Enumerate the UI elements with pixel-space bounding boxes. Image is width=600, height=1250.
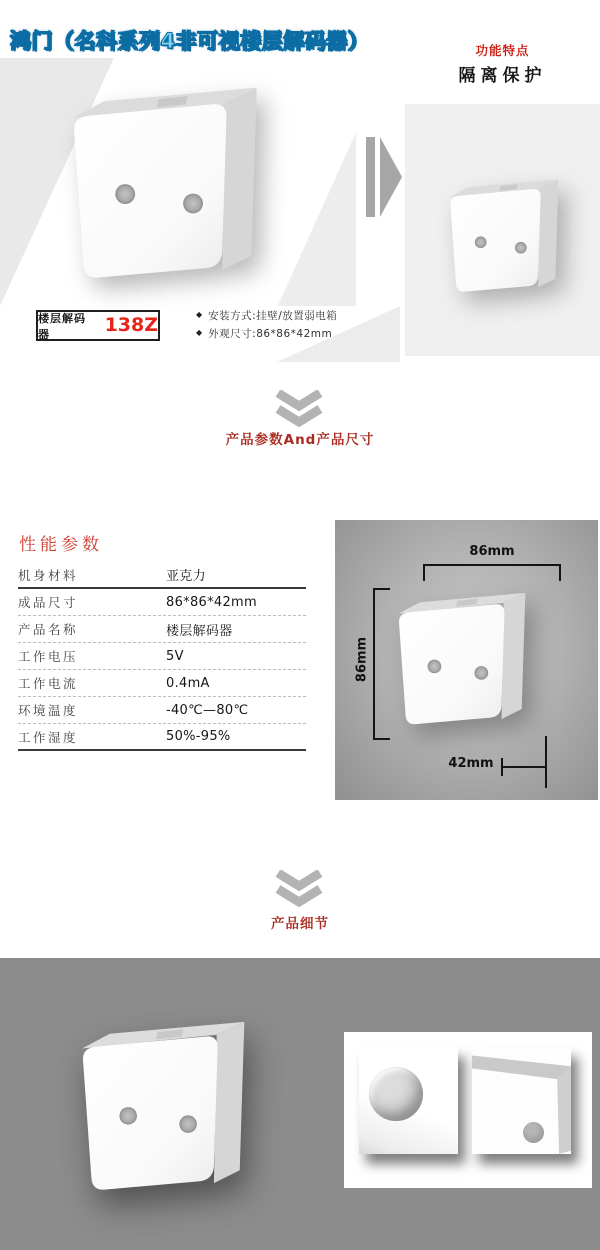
section-title-params: 产品参数And产品尺寸	[225, 432, 375, 448]
dim-bottom-tick-right	[545, 736, 547, 788]
closeup-corner-photo	[472, 1047, 571, 1154]
specs-title: 性能参数	[19, 535, 103, 555]
spec-value: 86*86*42mm	[166, 594, 257, 610]
table-row	[18, 643, 306, 670]
corner-top-edge	[472, 1047, 571, 1154]
spec-table	[18, 562, 306, 751]
model-label-box	[36, 310, 160, 341]
dimension-product-photo	[381, 582, 547, 737]
spec-label: 产品名称	[18, 622, 79, 637]
hero-bullet-list	[196, 306, 337, 342]
dim-width-label: 86mm	[469, 544, 515, 559]
dim-left-tick-bottom	[373, 738, 390, 740]
dimension-figure	[335, 520, 598, 800]
table-row	[18, 724, 306, 751]
table-row	[18, 616, 306, 643]
spec-value: 50%-95%	[166, 729, 231, 744]
feature-photo-area	[405, 104, 600, 356]
model-code: 138Z	[104, 314, 158, 336]
table-row	[18, 670, 306, 697]
table-row	[18, 697, 306, 724]
dim-bottom-tick-left	[501, 758, 503, 776]
diamond-bullet-icon: ◆	[196, 328, 203, 337]
dim-height-label: 86mm	[354, 636, 370, 683]
spec-label: 工作电流	[18, 676, 79, 691]
table-row	[18, 589, 306, 616]
features-item: 隔离保护	[458, 66, 547, 86]
spec-value: -40℃—80℃	[166, 702, 249, 718]
dim-bottom-line	[501, 766, 547, 768]
features-heading: 功能特点	[475, 43, 530, 58]
product-photo-main	[48, 72, 288, 296]
spec-value: 亚克力	[166, 569, 206, 584]
dim-top-line	[423, 564, 561, 566]
double-chevron-down-icon	[275, 870, 323, 907]
spec-value: 0.4mA	[166, 675, 210, 691]
bullet-text-install: 安装方式:挂壁/放置弱电箱	[208, 309, 338, 322]
screw-hole-detail	[369, 1067, 423, 1121]
bullet-item	[196, 306, 337, 324]
forward-arrow-icon	[366, 137, 402, 217]
spec-label: 机身材料	[18, 567, 79, 583]
model-product-name: 楼层解码器	[38, 311, 86, 341]
dim-top-tick-right	[559, 564, 561, 581]
table-row	[18, 562, 306, 589]
closeup-hole-photo	[359, 1047, 458, 1154]
double-chevron-down-icon	[275, 390, 323, 427]
dim-depth-label: 42mm	[448, 756, 494, 771]
dim-left-tick-top	[373, 588, 390, 590]
spec-label: 成品尺寸	[18, 595, 79, 610]
bullet-item	[196, 324, 337, 342]
product-details-band	[0, 958, 600, 1250]
detail-closeup-panel	[344, 1032, 592, 1188]
bullet-text-size: 外观尺寸:86*86*42mm	[208, 327, 333, 340]
spec-label: 工作电压	[18, 649, 79, 664]
diamond-bullet-icon: ◆	[196, 310, 203, 319]
detail-product-photo	[60, 1008, 272, 1206]
spec-value: 5V	[166, 648, 184, 664]
screw-hole-small	[523, 1122, 544, 1143]
product-photo-small	[435, 170, 577, 303]
section-title-details: 产品细节	[271, 916, 329, 932]
spec-label: 环境温度	[18, 703, 79, 718]
page-title: 鸿门（名科系列4非可视楼层解码器）	[10, 29, 370, 53]
spec-label: 工作湿度	[18, 729, 79, 745]
hero-photo-area	[0, 58, 356, 306]
spec-value: 楼层解码器	[166, 623, 233, 639]
dim-top-tick-left	[423, 564, 425, 581]
dim-left-line	[373, 588, 375, 740]
